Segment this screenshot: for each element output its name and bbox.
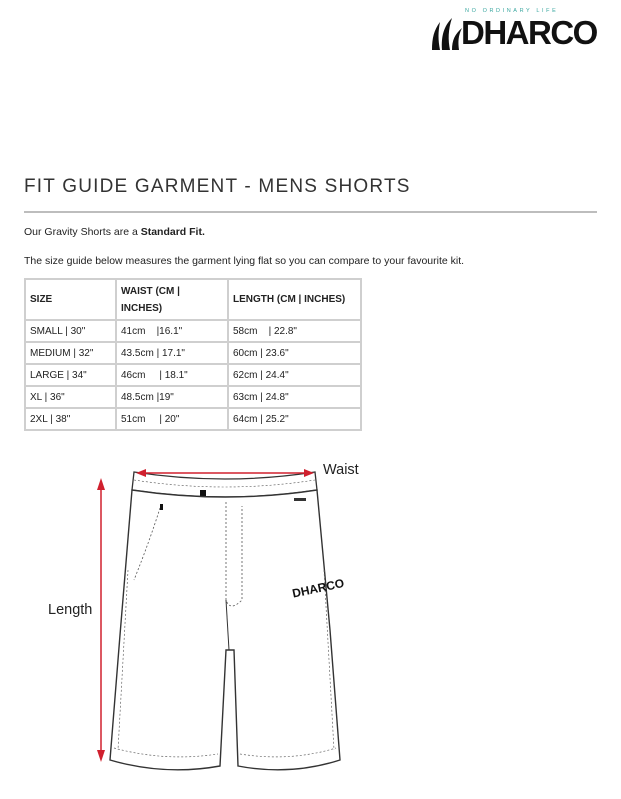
table-row	[25, 364, 361, 386]
fit-intro-prefix: Our Gravity Shorts are a	[24, 226, 141, 238]
cell-size: LARGE | 34"	[25, 364, 116, 386]
header-length: LENGTH (CM | INCHES)	[228, 279, 361, 320]
cell-length: 63cm | 24.8"	[228, 386, 361, 408]
cell-size: MEDIUM | 32"	[25, 342, 116, 364]
cell-length: 62cm | 24.4"	[228, 364, 361, 386]
length-label: Length	[48, 602, 93, 618]
title-divider	[24, 211, 597, 213]
cell-length: 64cm | 25.2"	[228, 408, 361, 430]
shorts-measurement-diagram	[0, 440, 621, 794]
cell-waist: 51cm | 20"	[116, 408, 228, 430]
cell-waist: 46cm | 18.1"	[116, 364, 228, 386]
cell-size: 2XL | 38"	[25, 408, 116, 430]
brand-name: DHARCO	[461, 14, 597, 51]
header-waist: WAIST (CM | INCHES)	[116, 279, 228, 320]
cell-waist: 43.5cm | 17.1"	[116, 342, 228, 364]
page-title: FIT GUIDE GARMENT - MENS SHORTS	[24, 176, 411, 197]
dharco-leaf-icon	[428, 14, 464, 52]
brand-logo	[428, 8, 610, 52]
cell-waist: 48.5cm |19"	[116, 386, 228, 408]
waist-label: Waist	[323, 462, 359, 478]
fit-type: Standard Fit.	[140, 226, 205, 238]
cell-size: SMALL | 30"	[25, 320, 116, 342]
table-row	[25, 386, 361, 408]
table-row	[25, 320, 361, 342]
table-row	[25, 342, 361, 364]
brand-tagline: NO ORDINARY LIFE	[465, 8, 559, 14]
header-size: SIZE	[25, 279, 116, 320]
shorts-illustration	[0, 440, 621, 794]
cell-waist: 41cm |16.1"	[116, 320, 228, 342]
cell-size: XL | 36"	[25, 386, 116, 408]
cell-length: 60cm | 23.6"	[228, 342, 361, 364]
table-header-row	[25, 279, 361, 320]
table-row	[25, 408, 361, 430]
size-guide-description: The size guide below measures the garment lying flat so you can compare to your favourite kit.	[24, 255, 465, 267]
fit-intro	[24, 226, 205, 238]
cell-length: 58cm | 22.8"	[228, 320, 361, 342]
garment-logo: DHARCO	[290, 575, 346, 601]
size-table	[24, 278, 362, 431]
